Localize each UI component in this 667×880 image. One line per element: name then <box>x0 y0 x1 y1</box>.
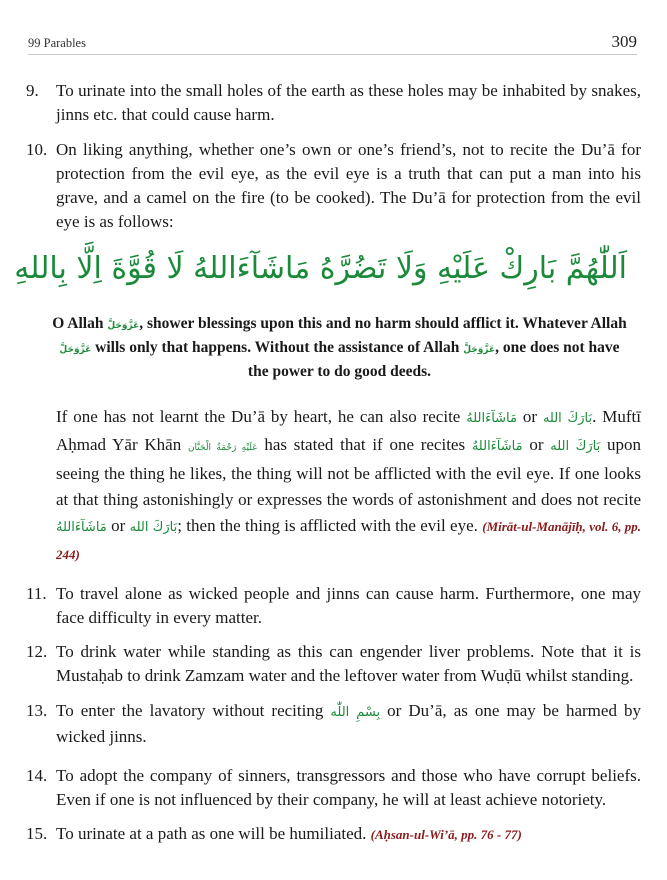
item-text: To travel alone as wicked people and jinns can cause harm. Furthermore, one may face difficulty in every matter. <box>56 584 641 627</box>
para-text: If one has not learnt the Du’ā by heart, he can also recite <box>56 407 461 426</box>
item-text <box>56 822 641 847</box>
translation-part: O Allah <box>52 315 104 332</box>
honorific: عَزَّوَجَلَّ <box>463 345 496 355</box>
honorific: عَزَّوَجَلَّ <box>107 321 140 331</box>
list-item <box>26 822 641 847</box>
list-item <box>26 640 641 688</box>
arabic-barakallah: بَارَكَ الله <box>129 520 178 535</box>
reference: (Mirāt-ul-Manājīḥ, vol. 6, pp. 244) <box>56 519 642 562</box>
translation-part: , one does not have the power to do good deeds. <box>247 339 620 380</box>
arabic-bismillah: بِسْمِ اللّٰه <box>330 705 381 720</box>
list-item <box>26 582 641 630</box>
item-number: 10. <box>26 140 48 159</box>
para-text: ; then the thing is afflicted with the evil eye. <box>177 516 478 535</box>
dua-arabic: اَللّٰهُمَّ بَارِكْ عَلَيْهِ وَلَا تَضُرَّهُ مَاشَآءَاللهُ لَا قُوَّةَ اِلَّا بِاللهِ <box>14 251 627 286</box>
page-header <box>28 30 637 55</box>
arabic-mashaallah: مَاشَآءَاللهُ <box>466 411 517 426</box>
list-item <box>26 138 641 234</box>
item-number: 14. <box>26 766 48 785</box>
explanation-paragraph <box>56 404 641 568</box>
arabic-rahmah: عَلَيْهِ رَحْمَةُ الْحَنَّان <box>187 443 258 453</box>
item-text: To adopt the company of sinners, transgressors and those who have corrupt beliefs. Even if one is not influenced by their company, he will at least achieve notoriety. <box>56 766 641 809</box>
para-text: upon seeing the thing he likes, the thing will not be afflicted with the evil eye. If one looks at that thing astonishingly or expresses the words of astonishment and does not recite <box>56 435 641 509</box>
item-number: 9. <box>26 81 39 100</box>
para-text: has stated that if one recites <box>264 435 466 454</box>
item-number: 15. <box>26 824 48 843</box>
item-text: On liking anything, whether one’s own or one’s friend’s, not to recite the Du’ā for protection from the evil eye, as the evil eye is a truth that can put a man into his grave, and a camel on the fire (to be cooked). The Du’ā for protection from the evil eye is as follows: <box>56 140 641 231</box>
para-text: or <box>529 435 544 454</box>
arabic-mashaallah: مَاشَآءَاللهُ <box>471 439 523 454</box>
item-number: 13. <box>26 701 48 720</box>
para-text: . Muftī Aḥmad Yār Khān <box>56 407 641 454</box>
item-text <box>56 699 641 749</box>
book-title: 99 Parables <box>28 36 86 50</box>
item-number: 12. <box>26 642 48 661</box>
translation-part: , shower blessings upon this and no harm should afflict it. Whatever Allah <box>139 315 627 332</box>
item-text: To urinate into the small holes of the earth as these holes may be inhabited by snakes, jinns etc. that could cause harm. <box>56 81 641 124</box>
list-item <box>26 79 641 127</box>
item-number: 11. <box>26 584 47 603</box>
reference: (Aḥsan-ul-Wi’ā, pp. 76 - 77) <box>370 827 522 842</box>
translation-part: wills only that happens. Without the assistance of Allah <box>95 339 460 356</box>
para-text: or <box>522 407 538 426</box>
page-number: 309 <box>611 32 637 51</box>
item-text: To drink water while standing as this can engender liver problems. Note that it is Mustaḥab to drink Zamzam water and the leftover water from Wuḍū whilst standing. <box>56 642 641 685</box>
list-item <box>26 764 641 812</box>
honorific: عَزَّوَجَلَّ <box>59 345 92 355</box>
dua-translation <box>52 313 627 383</box>
arabic-mashaallah: مَاشَآءَاللهُ <box>56 520 107 535</box>
arabic-barakallah: بَارَكَ الله <box>550 439 601 454</box>
para-text: or <box>111 516 126 535</box>
list-item <box>26 699 641 749</box>
item-text-part: To urinate at a path as one will be humiliated. <box>56 824 367 843</box>
arabic-barakallah: بَارَكَ الله <box>542 411 593 426</box>
item-text-part: or Du’ā, as one may be harmed by wicked jinns. <box>56 701 642 746</box>
item-text-part: To enter the lavatory without reciting <box>56 701 324 720</box>
